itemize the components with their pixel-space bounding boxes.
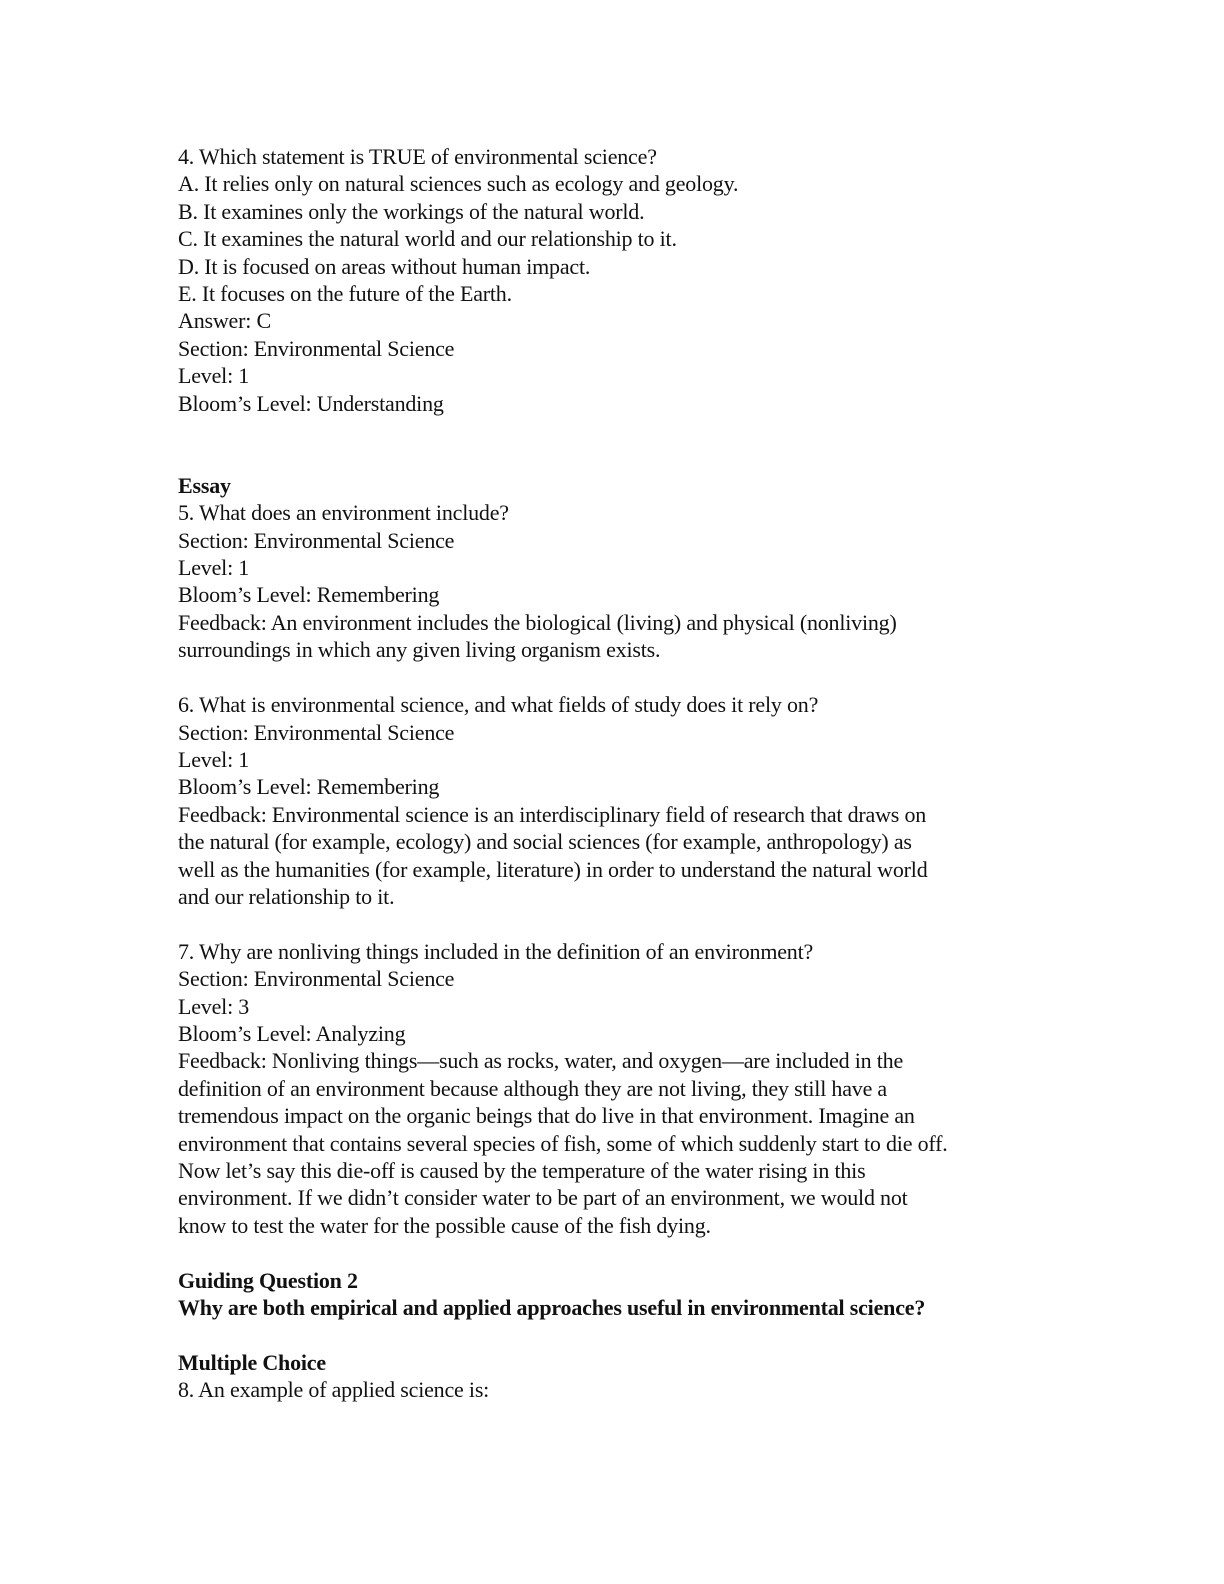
guiding-question-block <box>178 1267 1048 1322</box>
feedback-line: know to test the water for the possible cause of the fish dying. <box>178 1212 711 1238</box>
answer: Answer: C <box>178 308 271 334</box>
option-d: D. It is focused on areas without human impact. <box>178 253 591 279</box>
question-4-block <box>178 143 1048 417</box>
question-7-text: 7. Why are nonliving things included in the definition of an environment? <box>178 938 814 964</box>
blooms-level-label: Bloom’s Level: Remembering <box>178 582 440 608</box>
question-8-text: 8. An example of applied science is: <box>178 1377 490 1403</box>
spacer <box>178 910 1048 937</box>
feedback-line: well as the humanities (for example, literature) in order to understand the natural world <box>178 856 928 882</box>
spacer <box>178 417 1048 472</box>
option-e: E. It focuses on the future of the Earth. <box>178 281 512 307</box>
question-7-block <box>178 938 1048 1239</box>
section-label: Section: Environmental Science <box>178 966 455 992</box>
section-label: Section: Environmental Science <box>178 719 455 745</box>
level-label: Level: 1 <box>178 746 250 772</box>
question-4-text: 4. Which statement is TRUE of environmental science? <box>178 144 657 169</box>
blooms-level-label: Bloom’s Level: Understanding <box>178 390 444 416</box>
multiple-choice-heading: Multiple Choice <box>178 1349 326 1375</box>
question-6-text: 6. What is environmental science, and what fields of study does it rely on? <box>178 692 819 718</box>
blooms-level-label: Bloom’s Level: Analyzing <box>178 1020 406 1046</box>
question-6-block <box>178 691 1048 910</box>
spacer <box>178 1239 1048 1266</box>
level-label: Level: 1 <box>178 363 250 389</box>
blooms-level-label: Bloom’s Level: Remembering <box>178 774 440 800</box>
document-page <box>178 143 1048 1404</box>
guiding-question-text: Why are both empirical and applied approaches useful in environmental science? <box>178 1295 926 1320</box>
feedback-line: environment that contains several species of fish, some of which suddenly start to die off. <box>178 1130 948 1156</box>
level-label: Level: 3 <box>178 993 250 1019</box>
option-b: B. It examines only the workings of the natural world. <box>178 198 645 224</box>
question-5-block <box>178 499 1048 663</box>
essay-heading: Essay <box>178 472 231 498</box>
feedback-line: Feedback: Nonliving things—such as rocks, water, and oxygen—are included in the <box>178 1048 904 1074</box>
option-c: C. It examines the natural world and our relationship to it. <box>178 226 677 252</box>
feedback-line: Feedback: An environment includes the biological (living) and physical (nonliving) <box>178 609 897 635</box>
feedback-line: the natural (for example, ecology) and social sciences (for example, anthropology) as <box>178 829 912 855</box>
feedback-line: Now let’s say this die-off is caused by the temperature of the water rising in this <box>178 1157 866 1183</box>
feedback-line: Feedback: Environmental science is an interdisciplinary field of research that draws on <box>178 801 927 827</box>
feedback-line: surroundings in which any given living organism exists. <box>178 637 661 663</box>
section-label: Section: Environmental Science <box>178 335 455 361</box>
feedback-line: tremendous impact on the organic beings that do live in that environment. Imagine an <box>178 1103 915 1129</box>
feedback-line: and our relationship to it. <box>178 883 395 909</box>
option-a: A. It relies only on natural sciences such as ecology and geology. <box>178 171 739 197</box>
feedback-line: definition of an environment because although they are not living, they still have a <box>178 1075 887 1101</box>
spacer <box>178 664 1048 691</box>
level-label: Level: 1 <box>178 555 250 581</box>
question-8-block <box>178 1376 1048 1403</box>
spacer <box>178 1321 1048 1348</box>
section-label: Section: Environmental Science <box>178 527 455 553</box>
guiding-question-title: Guiding Question 2 <box>178 1267 358 1293</box>
question-5-text: 5. What does an environment include? <box>178 500 509 526</box>
feedback-line: environment. If we didn’t consider water to be part of an environment, we would not <box>178 1185 908 1211</box>
